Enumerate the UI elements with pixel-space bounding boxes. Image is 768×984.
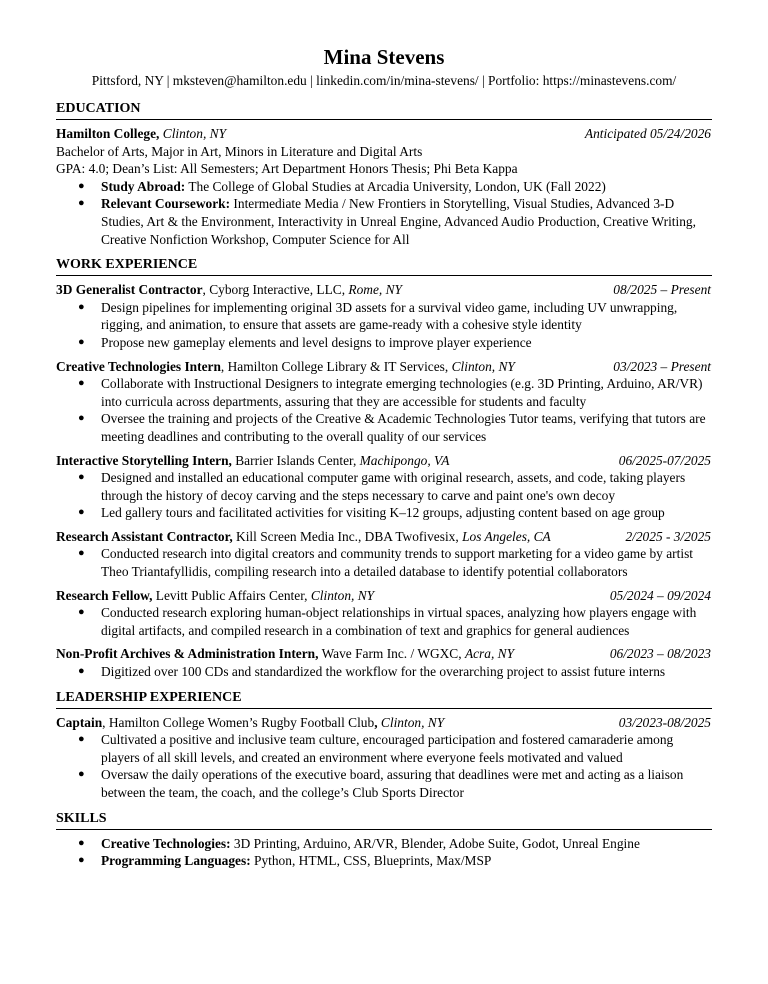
gpa-line: GPA: 4.0; Dean’s List: All Semesters; Art Department Honors Thesis; Phi Beta Kappa [56,161,518,177]
candidate-name: Mina Stevens [323,45,445,69]
job-location: Clinton, NY [310,587,375,603]
job-role: Research Fellow, [56,587,153,603]
job-location: Acra, NY [464,646,515,662]
list-item: ● Creative Technologies: 3D Printing, Arduino, AR/VR, Blender, Adobe Suite, Godot, Unreal Engine [78,835,640,851]
degree-line: Bachelor of Arts, Major in Art, Minors in Literature and Digital Arts [56,143,423,159]
job-role: Interactive Storytelling Intern, [56,452,232,468]
section-title-leadership: LEADERSHIP EXPERIENCE [56,689,712,709]
job-date: 05/2024 – 09/2024 [609,587,711,603]
list-item: ● Relevant Coursework: Intermediate Media / New Frontiers in Storytelling, Visual Studies, Advanced 3-D Studies, Art & the Environment, Interactivity in Unreal Engine, Advanced Audio Production, Creative Writing, Creative Nonfiction Workshop, Computer Science for All [78,196,696,247]
leadership-org: , Hamilton College Women’s Rugby Football Club [102,714,375,730]
job-entry [56,528,712,581]
job-entry [56,587,712,640]
job-role: 3D Generalist Contractor [56,282,203,298]
job-entry [56,281,712,351]
job-org: Wave Farm Inc. / WGXC, [318,646,465,662]
list-item: ● Oversaw the daily operations of the executive board, assuring that deadlines were met and acting as a liaison between the team, the coach, and the college’s Club Sports Director [78,767,684,800]
job-location: Los Angeles, CA [462,528,551,544]
list-item: ● Propose new gameplay elements and level designs to improve player experience [78,334,532,350]
job-header [56,358,712,376]
contact-line: Pittsford, NY | mksteven@hamilton.edu | linkedin.com/in/mina-stevens/ | Portfolio: https://minastevens.com/ [91,73,677,88]
school-location: Clinton, NY [162,126,227,141]
job-header [56,645,712,663]
section-title-skills: SKILLS [56,810,712,830]
leadership-location: Clinton, NY [380,714,445,730]
list-item: ● Designed and installed an educational computer game with original research, assets, and code, taking players through the history of decoy carving and the steps necessary to carve and paint one's own decoy [78,470,686,503]
list-item: ● Cultivated a positive and inclusive team culture, encouraged participation and fostered camaraderie among players of all skill levels, and created an environment where everyone feels motivated and valued [78,732,674,765]
leadership-header: Captain, Hamilton College Women’s Rugby Football Club, Clinton, NY 03/2023-08/2025 [56,714,711,730]
section-title-work: WORK EXPERIENCE [56,256,712,276]
leadership-role: Captain [56,714,103,730]
job-date: 06/2025-07/2025 [618,452,711,468]
list-item: ● Digitized over 100 CDs and standardized the workflow for the overarching project to assist future interns [78,664,666,680]
job-header [56,587,712,605]
job-org: , Cyborg Interactive, LLC, [202,282,349,298]
job-org: , Hamilton College Library & IT Services, [220,358,452,374]
job-entry [56,645,712,680]
job-role: Research Assistant Contractor, [56,528,233,544]
list-item: ● Conducted research into digital creators and community trends to support marketing for a video game by artist Theo Triantafyllidis, compiling research into a detailed database to identify potential collaborators [78,546,693,580]
education-bullets [56,178,712,248]
job-date: 2/2025 - 3/2025 [625,528,711,544]
job-org: Levitt Public Affairs Center, [152,587,311,603]
job-date: 06/2023 – 08/2023 [609,646,711,662]
education-date: Anticipated 05/24/2026 [584,126,711,141]
job-role: Creative Technologies Intern [56,358,221,374]
education-header [56,125,712,143]
list-item: ● Conducted research exploring human-object relationships in virtual spaces, analyzing how players engage with digital artifacts, and compiled research in a combination of text and graphics for general audiences [78,605,697,638]
leadership-date: 03/2023-08/2025 [618,714,711,730]
job-date: 08/2025 – Present [613,282,711,298]
list-item: ● Oversee the training and projects of the Creative & Academic Technologies Tutor teams, verifying that tutors are meeting deadlines and contributing to the overall quality of our services [78,411,706,444]
section-title-education: EDUCATION [56,100,712,120]
job-entry [56,358,712,446]
job-date: 03/2023 – Present [613,358,711,374]
job-entry [56,452,712,522]
job-org: Kill Screen Media Inc., DBA Twofivesix, [232,528,463,544]
list-item: ● Design pipelines for implementing original 3D assets for a survival video game, including UV unwrapping, rigging, and animation, to ensure that assets are game-ready with a cohesive style identity [78,299,678,333]
list-item: ● Led gallery tours and facilitated activities for visiting K–12 groups, adjusting content based on age group [78,505,665,521]
list-item: ● Programming Languages: Python, HTML, CSS, Blueprints, Max/MSP [78,853,492,869]
job-org: Barrier Islands Center, [231,452,360,468]
education-entry [56,125,712,248]
job-role: Non-Profit Archives & Administration Intern, [56,646,319,662]
job-header [56,281,712,299]
leadership-entry [56,714,712,802]
job-location: Machipongo, VA [359,452,450,468]
job-header [56,528,712,546]
job-location: Clinton, NY [451,358,515,374]
school-name: Hamilton College, [56,126,160,141]
list-item: ● Study Abroad: The College of Global Studies at Arcadia University, London, UK (Fall 2022) [78,178,606,194]
job-header [56,452,712,470]
job-location: Rome, NY [348,282,402,298]
list-item: ● Collaborate with Instructional Designers to integrate emerging technologies (e.g. 3D Printing, Arduino, AR/VR) into curricula across departments, assuring that they are accessible for students and faculty [78,376,703,409]
education-org [56,125,226,143]
skills-list [56,835,712,870]
